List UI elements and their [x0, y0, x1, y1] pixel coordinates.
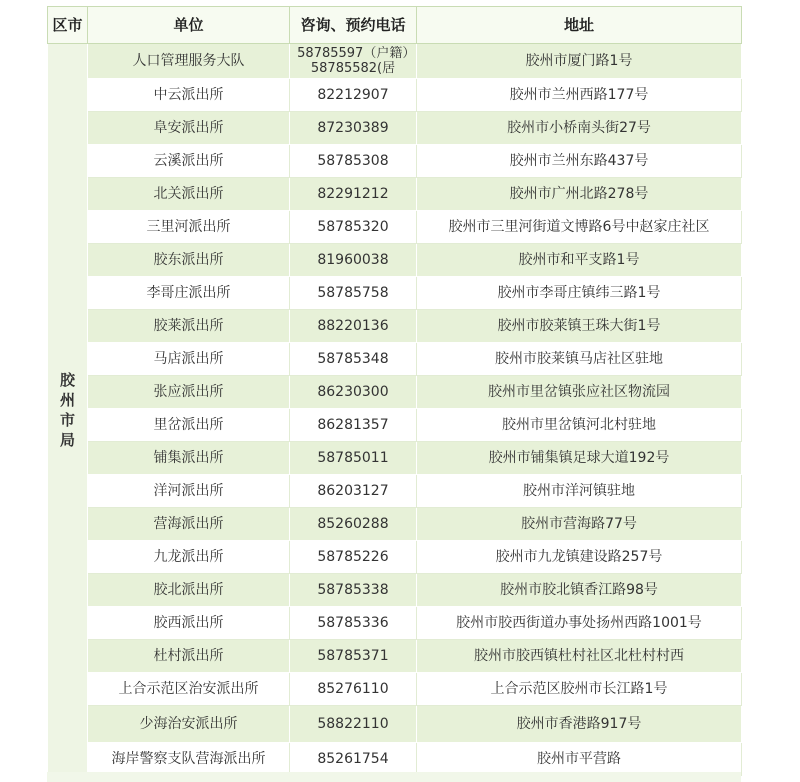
- table-row: [48, 178, 742, 211]
- unit-cell-text: 人口管理服务大队: [132, 53, 245, 69]
- phone-cell-text: 88220136: [317, 318, 389, 334]
- unit-cell-text: 胶西派出所: [153, 615, 224, 631]
- phone-cell-text: 58785336: [317, 615, 389, 631]
- table-row: [48, 211, 742, 244]
- unit-cell-text: 九龙派出所: [153, 549, 224, 565]
- address-cell: [417, 541, 742, 574]
- phone-cell: [290, 244, 417, 277]
- header-district: 区市: [48, 7, 88, 44]
- phone-cell-text: 58785371: [317, 648, 389, 664]
- table-row: [48, 409, 742, 442]
- phone-cell: [290, 541, 417, 574]
- phone-cell: [290, 706, 417, 743]
- table-row: [48, 743, 742, 776]
- address-cell: [417, 673, 742, 706]
- header-unit: 单位: [88, 7, 290, 44]
- address-cell: [417, 178, 742, 211]
- phone-cell-text: 86203127: [317, 483, 389, 499]
- address-cell-text: 胶州市三里河街道文博路6号中赵家庄社区: [448, 219, 710, 235]
- phone-cell-text: 85276110: [317, 681, 389, 697]
- address-cell: [417, 607, 742, 640]
- phone-cell: [290, 211, 417, 244]
- unit-cell: [88, 640, 290, 673]
- police-station-table-container: [47, 6, 741, 776]
- phone-cell: [290, 743, 417, 776]
- phone-cell: [290, 607, 417, 640]
- table-row: [48, 607, 742, 640]
- phone-cell-text: 82291212: [317, 186, 389, 202]
- address-cell: [417, 475, 742, 508]
- address-cell-text: 胶州市洋河镇驻地: [523, 483, 635, 499]
- address-cell: [417, 211, 742, 244]
- address-cell-text: 胶州市香港路917号: [516, 716, 642, 732]
- address-cell-text: 胶州市里岔镇张应社区物流园: [488, 384, 670, 400]
- unit-cell-text: 三里河派出所: [146, 219, 231, 235]
- unit-cell-text: 海岸警察支队营海派出所: [111, 751, 266, 767]
- unit-cell: [88, 343, 290, 376]
- address-cell-text: 胶州市厦门路1号: [525, 53, 633, 69]
- unit-cell: [88, 475, 290, 508]
- unit-cell-text: 杜村派出所: [153, 648, 224, 664]
- table-row: [48, 541, 742, 574]
- phone-cell: [290, 343, 417, 376]
- phone-cell-text: 58785308: [317, 153, 389, 169]
- table-row: [48, 475, 742, 508]
- unit-cell-text: 李哥庄派出所: [146, 285, 231, 301]
- unit-cell: [88, 706, 290, 743]
- table-header-row: [48, 7, 742, 44]
- address-cell: [417, 376, 742, 409]
- address-cell-text: 胶州市胶北镇香江路98号: [500, 582, 658, 598]
- address-cell: [417, 508, 742, 541]
- address-cell: [417, 409, 742, 442]
- phone-cell: [290, 442, 417, 475]
- district-name: 胶州市局: [59, 370, 75, 449]
- unit-cell: [88, 178, 290, 211]
- phone-cell: [290, 178, 417, 211]
- phone-cell: [290, 376, 417, 409]
- address-cell-text: 胶州市和平支路1号: [518, 252, 640, 268]
- phone-cell: [290, 277, 417, 310]
- table-body: [48, 44, 742, 776]
- address-cell-text: 胶州市小桥南头街27号: [507, 120, 651, 136]
- phone-cell: [290, 574, 417, 607]
- table-row: [48, 640, 742, 673]
- table-row: [48, 244, 742, 277]
- unit-cell: [88, 277, 290, 310]
- phone-cell-text: 86281357: [317, 417, 389, 433]
- phone-cell: [290, 44, 417, 79]
- phone-cell-text: 58785348: [317, 351, 389, 367]
- unit-cell-text: 上合示范区治安派出所: [118, 681, 259, 697]
- phone-cell: [290, 310, 417, 343]
- address-cell-text: 胶州市平营路: [537, 751, 621, 767]
- address-cell: [417, 706, 742, 743]
- unit-cell-text: 胶东派出所: [153, 252, 224, 268]
- table-row: [48, 145, 742, 178]
- address-cell-text: 胶州市广州北路278号: [509, 186, 649, 202]
- unit-cell-text: 阜安派出所: [153, 120, 224, 136]
- table-row: [48, 508, 742, 541]
- phone-cell: [290, 112, 417, 145]
- phone-cell-text: 58785320: [317, 219, 389, 235]
- unit-cell: [88, 376, 290, 409]
- address-cell: [417, 442, 742, 475]
- unit-cell-text: 铺集派出所: [153, 450, 224, 466]
- phone-cell-text: 82212907: [317, 87, 389, 103]
- unit-cell: [88, 673, 290, 706]
- table-row: [48, 574, 742, 607]
- unit-cell-text: 云溪派出所: [153, 153, 224, 169]
- address-cell: [417, 112, 742, 145]
- unit-cell: [88, 211, 290, 244]
- phone-cell-text: 85261754: [317, 751, 389, 767]
- table-row: [48, 44, 742, 79]
- unit-cell: [88, 541, 290, 574]
- table-row: [48, 112, 742, 145]
- phone-cell-text: 85260288: [317, 516, 389, 532]
- unit-cell-text: 洋河派出所: [153, 483, 224, 499]
- address-cell: [417, 79, 742, 112]
- unit-cell: [88, 743, 290, 776]
- bottom-strip: [47, 772, 741, 782]
- police-station-table: [47, 6, 742, 776]
- address-cell-text: 胶州市兰州东路437号: [509, 153, 649, 169]
- unit-cell: [88, 310, 290, 343]
- table-row: [48, 310, 742, 343]
- address-cell: [417, 640, 742, 673]
- address-cell: [417, 44, 742, 79]
- address-cell: [417, 574, 742, 607]
- unit-cell: [88, 112, 290, 145]
- address-cell-text: 胶州市里岔镇河北村驻地: [502, 417, 656, 433]
- phone-cell-text: 86230300: [317, 384, 389, 400]
- unit-cell-text: 马店派出所: [153, 351, 224, 367]
- table-row: [48, 79, 742, 112]
- address-cell-text: 胶州市兰州西路177号: [509, 87, 649, 103]
- address-cell: [417, 145, 742, 178]
- phone-cell-text: 58785758: [317, 285, 389, 301]
- address-cell: [417, 310, 742, 343]
- phone-cell-text: 58822110: [317, 716, 389, 732]
- unit-cell: [88, 442, 290, 475]
- address-cell-text: 胶州市营海路77号: [521, 516, 637, 532]
- phone-cell: [290, 673, 417, 706]
- unit-cell-text: 中云派出所: [153, 87, 224, 103]
- unit-cell-text: 里岔派出所: [153, 417, 224, 433]
- unit-cell: [88, 409, 290, 442]
- address-cell-text: 胶州市铺集镇足球大道192号: [488, 450, 670, 466]
- table-row: [48, 673, 742, 706]
- unit-cell-text: 营海派出所: [153, 516, 224, 532]
- phone-cell: [290, 145, 417, 178]
- address-cell-text: 胶州市九龙镇建设路257号: [495, 549, 663, 565]
- phone-cell: [290, 508, 417, 541]
- table-row: [48, 442, 742, 475]
- address-cell-text: 胶州市胶莱镇王珠大街1号: [497, 318, 661, 334]
- phone-cell-text: 58785338: [317, 582, 389, 598]
- unit-cell-text: 少海治安派出所: [139, 716, 238, 732]
- address-cell-text: 胶州市李哥庄镇纬三路1号: [497, 285, 661, 301]
- address-cell: [417, 743, 742, 776]
- table-row: [48, 277, 742, 310]
- unit-cell-text: 北关派出所: [153, 186, 224, 202]
- unit-cell-text: 张应派出所: [153, 384, 224, 400]
- phone-cell-text: 81960038: [317, 252, 389, 268]
- address-cell: [417, 277, 742, 310]
- table-row: [48, 343, 742, 376]
- unit-cell: [88, 44, 290, 79]
- address-cell-text: 胶州市胶莱镇马店社区驻地: [495, 351, 663, 367]
- unit-cell-text: 胶北派出所: [153, 582, 224, 598]
- table-row: [48, 706, 742, 743]
- unit-cell: [88, 508, 290, 541]
- unit-cell: [88, 244, 290, 277]
- district-cell: [48, 44, 88, 776]
- unit-cell: [88, 574, 290, 607]
- unit-cell: [88, 607, 290, 640]
- phone-cell: [290, 79, 417, 112]
- address-cell-text: 胶州市胶西镇杜村社区北杜村村西: [474, 648, 684, 664]
- phone-cell-text: 87230389: [317, 120, 389, 136]
- table-row: [48, 376, 742, 409]
- phone-cell-text: 58785597（户籍）58785582(居: [297, 46, 409, 76]
- address-cell: [417, 244, 742, 277]
- address-cell-text: 胶州市胶西街道办事处扬州西路1001号: [456, 615, 702, 631]
- unit-cell: [88, 79, 290, 112]
- phone-cell: [290, 409, 417, 442]
- address-cell: [417, 343, 742, 376]
- phone-cell-text: 58785226: [317, 549, 389, 565]
- phone-cell-text: 58785011: [317, 450, 389, 466]
- address-cell-text: 上合示范区胶州市长江路1号: [490, 681, 668, 697]
- unit-cell: [88, 145, 290, 178]
- unit-cell-text: 胶莱派出所: [153, 318, 224, 334]
- header-address: 地址: [417, 7, 742, 44]
- phone-cell: [290, 640, 417, 673]
- phone-cell: [290, 475, 417, 508]
- header-phone: 咨询、预约电话: [290, 7, 417, 44]
